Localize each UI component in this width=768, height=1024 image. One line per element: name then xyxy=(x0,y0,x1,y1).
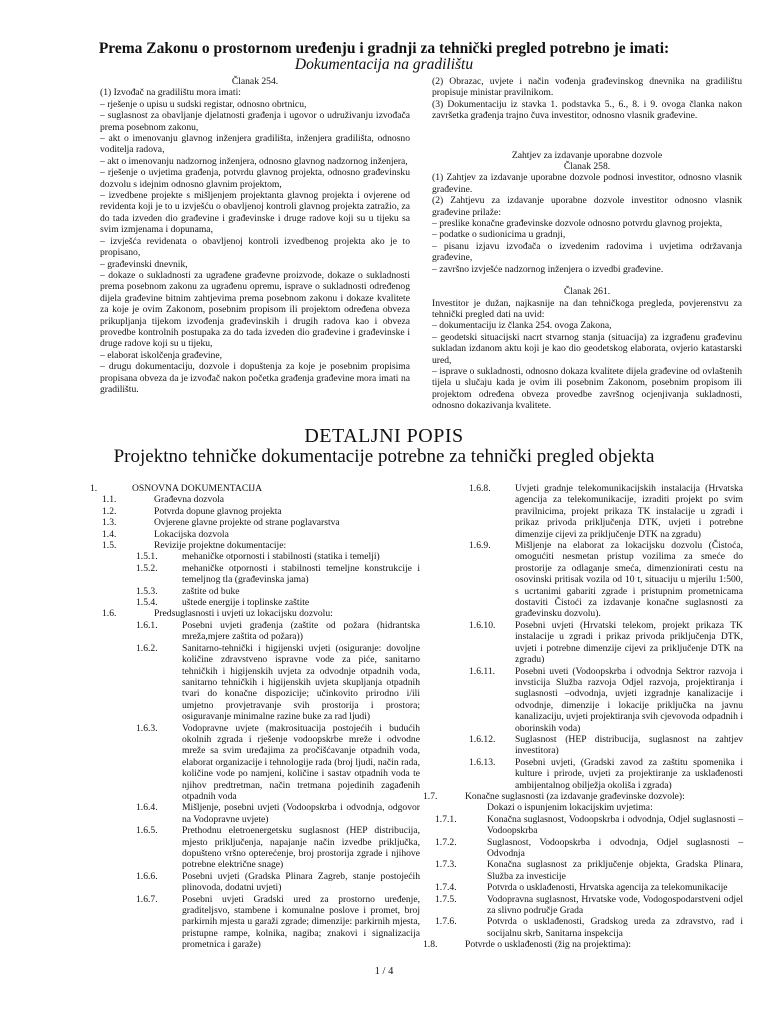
list-item-number: 1.7.3. xyxy=(435,859,457,871)
article-258-item: – preslike konačne građevinske dozvole odnosno potvrdu glavnog projekta, xyxy=(432,218,723,230)
article-254-item: – suglasnost za obavljanje djelatnosti građenja i ugovor o udruživanju izvođača prema posebnom zakonu, xyxy=(100,110,410,133)
list-item-number: 1.6.10. xyxy=(469,619,496,631)
list-item-number: 1.2. xyxy=(102,505,117,517)
page-title: Prema Zakonu o prostornom uređenju i gradnji za tehnički pregled potrebno je imati: xyxy=(98,40,670,57)
spacer xyxy=(432,122,742,150)
article-254-item: – elaborat iskolčenja građevine, xyxy=(100,349,223,361)
list-item xyxy=(90,483,420,494)
list-item-text: Konačne suglasnosti (za izdavanje građevinske dozvole): xyxy=(465,790,685,802)
list-item xyxy=(423,837,743,860)
list-item-text: Lokacijska dozvola xyxy=(154,528,229,540)
list-item-number: 1.8. xyxy=(423,939,438,951)
list-item-number: 1. xyxy=(90,483,98,494)
list-item-text: OSNOVNA DOKUMENTACIJA xyxy=(132,483,263,494)
list-item-text: Ovjerene glavne projekte od strane poglavarstva xyxy=(154,517,340,529)
list-item-text: Suglasnost, Vodoopskrba i odvodnja, Odjel suglasnosti – Odvodnja xyxy=(487,836,743,859)
article-254-item: – rješenje o upisu u sudski registar, odnosno obrtnicu, xyxy=(100,98,307,110)
article-261-item: – dokumentaciju iz članka 254. ovoga Zakona, xyxy=(432,320,612,332)
article-258-item: (2) Zahtjevu za izdavanje uporabne dozvole investitor odnosno vlasnik građevine prilaže: xyxy=(432,195,742,218)
article-254-item: – izvješća revidenata o obavljenoj kontroli izvedbenog projekta ako je to propisano, xyxy=(100,235,410,259)
article-254-item: – izvedbene projekte s mišljenjem projektanta glavnog projekta i ovjerene od revidenta koji je to u izvješću o obavljenoj kontroli glavnog projekta zatražio, za do tada izveden dio građevine i građevinske i druge radove koji su u tijeku sa svim izmjenama i dopunama, xyxy=(100,190,410,236)
article-258-item: – završno izvješće nadzornog inženjera o izvedbi građevine. xyxy=(432,263,664,275)
list-item-text: Posebni uvjeti, (Gradski zavod za zaštitu spomenika i kulture i prirode, uvjeti za projektiranje za usklađenosti ambijentalnog obilježja okoliša i zgrada) xyxy=(515,756,743,791)
list-item-text: Posebni uvjeti Gradski ured za prostorno uređenje, graditeljsvo, stambene i komunalne poslove i promet, broj parkirnih mjesta u garaži zgrade; dimenzije: parkirnih mjesta, pristupne rampe, kolnika, nagiba; znakovi i signalizacija prometnica i garaže) xyxy=(182,893,420,951)
list-item-text: Mišljenje, posebni uvjeti (Vodoopskrba i odvodnja, odgovor na Vodopravne uvjete) xyxy=(182,802,420,825)
detail-list-left xyxy=(90,483,420,951)
list-item-number: 1.5.3. xyxy=(136,585,158,597)
list-item xyxy=(90,643,420,723)
list-item-number: 1.6.1. xyxy=(136,619,158,631)
list-item xyxy=(90,723,420,803)
page-number: 1 / 4 xyxy=(374,966,394,977)
list-item xyxy=(423,540,743,620)
list-item-text: Potvrda o usklađenosti, Hrvatska agencija za telekomunikacije xyxy=(487,882,728,894)
article-254-note: (2) Obrazac, uvjete i način vođenja građevinskog dnevnika na gradilištu propisuje ministar pravilnikom. xyxy=(432,76,742,99)
list-item-number: 1.4. xyxy=(102,528,117,540)
list-item-number: 1.6.9. xyxy=(469,540,491,552)
list-item-number: 1.7.2. xyxy=(435,836,457,848)
list-item-text: Suglasnost (HEP distribucija, suglasnost na zahtjev investitora) xyxy=(515,733,743,757)
list-item-number: 1.7.6. xyxy=(435,916,457,928)
article-261-item: – isprave o sukladnosti, odnosno dokaza kvalitete dijela građevine od ovlaštenih tijela u slučaju kada je ovim ili posebnim Zakonom, posebnim propisom ili projektom određena obveza provedbe završnog ocjenjivanja sukladnosti, odnosno dokazivanja kvalitete. xyxy=(432,365,742,412)
list-item-number: 1.3. xyxy=(102,517,117,529)
section-title: DETALJNI POPIS xyxy=(304,425,464,447)
list-item-number: 1.6.6. xyxy=(136,870,158,882)
list-item-text: mehaničke otpornosti i stabilnosti temeljne konstrukcije i temeljnog tla (građevinska jama) xyxy=(182,562,420,586)
list-item-text: Potvrde o usklađenosti (žig na projektima): xyxy=(465,939,631,951)
list-item xyxy=(423,894,743,917)
list-item xyxy=(90,894,420,951)
list-item xyxy=(423,666,743,734)
list-item xyxy=(90,517,420,528)
list-item-number: 1.6.12. xyxy=(469,733,496,745)
page-subtitle: Dokumentacija na gradilištu xyxy=(294,56,474,73)
list-item-text: Uvjeti gradnje telekomunikacijskih instalacija (Hrvatska agencija za telekomunikacije, izraditi projekt po svim pravilnicima, projekt prikaza TK instalacije u zgradi i prikaz privoda priključenja DTK, uvjeti i potrebne dimenzije cijevi za priključenje DTK na zgradu) xyxy=(515,483,743,540)
list-item-text: Posebni uveti (Vodoopskrba i odvodnja Sektror razvoja i invsticija Služba razvoja Odjel razvoja, projektiranja i suglasnosti –odvodnja, uvjeti izgradnje kanalizacije i odvodnje, dimenzije i lokacije priključka na javnu kanalizaciju, uvjeti projektiranja svih cjevovoda odpadnih i oborinskih voda) xyxy=(515,665,743,734)
article-254-item: – akt o imenovanju nadzornog inženjera, odnosno glavnog nadzornog inženjera, xyxy=(100,155,408,167)
list-item-text: Predsuglasnosti i uvjeti uz lokacijsku dozvolu: xyxy=(154,608,333,620)
list-item-number: 1.7.1. xyxy=(435,813,457,825)
list-item-number xyxy=(423,802,487,813)
list-item xyxy=(90,597,420,608)
request-title: Zahtjev za izdavanje uporabne dozvole xyxy=(511,149,663,161)
article-261-item: Investitor je dužan, najkasnije na dan tehničkoga pregleda, povjerenstvu za tehnički pregled dati na uvid: xyxy=(432,297,742,320)
list-item-text: Potvrda o usklađenosti, Gradskog ureda za zdravstvo, rad i socijalnu skrb, Sanitarna inspekcija xyxy=(487,916,743,939)
list-item xyxy=(423,757,743,791)
list-item-text: Posebni uvjeti (Hrvatski telekom, projekt prikaza TK instalacije u zgradi i prikaz privoda priključenja DTK, uvjeti i potrebne dimenzije cijevi za priključenje DTK na zgradu) xyxy=(515,619,743,666)
list-item xyxy=(90,494,420,505)
list-item xyxy=(90,506,420,517)
list-item-number: 1.6. xyxy=(102,608,117,620)
list-item-number: 1.5. xyxy=(102,540,117,552)
list-item xyxy=(90,825,420,871)
article-254-note: (3) Dokumentaciju iz stavka 1. podstavka 5., 6., 8. i 9. ovoga članka nakon završetka građenja trajno čuva investitor, odnosno vlasnik građevine. xyxy=(432,98,742,122)
list-item-number: 1.1. xyxy=(102,494,117,506)
list-item-text: zaštite od buke xyxy=(182,585,240,597)
list-item xyxy=(423,483,743,540)
list-item-text: Revizije projektne dokumentacije: xyxy=(154,540,287,552)
list-item-text: Vodopravna suglasnost, Hrvatske vode, Vodogospodarstveni odjel za slivno područje Grada xyxy=(487,893,743,917)
list-item-text: Posebni uvjeti građenja (zaštite od požara (hidrantska mreža,mjere zaštita od požara)) xyxy=(182,619,420,643)
list-item-text: Prethodnu eletroenergetsku suglasnost (HEP distribucija, mjesto priključenja, napajanje način izvedbe priključka, dopušteno vršno opterećenje, broj prostorija zgrade i njihove potrebne električne snage) xyxy=(182,825,420,871)
list-item-text: Vodopravne uvjete (makrosituacija postojećih i budućih okolnih zgrada i rješenje vodoopskrbe mreže i odvodne mreže sa svim uređajima za pročišćavanje otpadnih voda, elaborat organizacije i tehnologije rada (broj ljudi, način rada, količine vode po namjeni, količine i sastav otpadnih voda te njihov predtretman, način tretmana pojedinih zagađenih otpadnih voda xyxy=(182,722,420,802)
list-item xyxy=(423,734,743,757)
list-item xyxy=(423,916,743,939)
article-254-item: – dokaze o sukladnosti za ugrađene građevne proizvode, dokaze o sukladnosti prema posebnom zakonu za ugrađenu opremu, isprave o sukladnosti određenog dijela građevine bitnim zahtjevima prema posebnom zakonu i dokaze kvalitete za koje je ovim Zakonom, posebnim propisom ili projektom određena obveza prikupljanja tijekom izvođenja građevinskih i drugih radova kao i obveza provedbe kontrolnih postupaka za do tada izveden dio građevine i građevinske i druge radove koji su u tijeku, xyxy=(100,269,410,350)
left-column xyxy=(100,76,410,395)
list-item-number: 1.6.5. xyxy=(136,825,158,837)
list-item xyxy=(90,608,420,619)
spacer xyxy=(432,275,742,286)
list-item-number: 1.6.3. xyxy=(136,722,158,734)
list-item-text: Mišljenje na elaborat za lokacijsku dozvolu (Čistoća, omogućiti nesmetan pristup vozilima za smeće do prostorije za odlaganje smeća, dimenzionirati cestu na osovinski pritisak vozila od 10 t, situaciju u mjerilu 1:500, s ucrtanimi gabariti zgrade i pristupnim prometnicama dostaviti Čistoći za izdavanje konačne suglasnosti za građevinsku dozvolu). xyxy=(515,540,743,620)
list-item xyxy=(90,551,420,562)
section-subtitle: Projektno tehničke dokumentacije potrebne za tehnički pregled objekta xyxy=(113,446,655,467)
list-item-number: 1.6.13. xyxy=(469,756,496,768)
list-item xyxy=(90,540,420,551)
article-254-item: – građevinski dnevnik, xyxy=(100,258,188,270)
article-258-item: – podatke o sudionicima u gradnji, xyxy=(432,229,566,241)
list-item xyxy=(90,871,420,894)
article-258-item: – pisanu izjavu izvođača o izvedenim radovima i uvjetima održavanja građevine, xyxy=(432,240,742,264)
list-item xyxy=(90,529,420,540)
list-item-number: 1.6.8. xyxy=(469,483,491,494)
list-item xyxy=(90,802,420,825)
list-item-number: 1.6.7. xyxy=(136,893,158,905)
list-item xyxy=(423,802,743,813)
list-item-number: 1.5.1. xyxy=(136,551,158,563)
list-item xyxy=(423,814,743,837)
detail-list-right xyxy=(423,483,743,951)
article-258-item: (1) Zahtjev za izdavanje uporabne dozvole podnosi investitor, odnosno vlasnik građevine. xyxy=(432,172,742,195)
list-item-text: Konačna suglasnost za priključenje objekta, Gradska Plinara, Služba za investicije xyxy=(487,859,743,882)
list-item-text: uštede energije i toplinske zaštite xyxy=(182,597,310,609)
list-item-number: 1.6.2. xyxy=(136,642,158,654)
article-254-item: – rješenje o uvjetima građenja, potvrdu glavnog projekta, odnosno građevinsku dozvolu s idejnim odnosno glavnim projektom, xyxy=(100,167,410,190)
list-item-number: 1.6.4. xyxy=(136,802,158,814)
list-item-text: Dokazi o ispunjenim lokacijskim uvjetima: xyxy=(487,802,653,814)
article-heading: Članak 261. xyxy=(563,286,611,298)
list-item-text: Posebni uvjeti (Gradska Plinara Zagreb, stanje postojećih plinovoda, dodatni uvjeti) xyxy=(182,870,420,894)
list-item-number: 1.7. xyxy=(423,790,438,802)
article-254-item: (1) Izvođač na gradilištu mora imati: xyxy=(100,87,241,99)
article-254-item: – akt o imenovanju glavnog inženjera gradilišta, inženjera gradilišta, odnosno voditelja radova, xyxy=(100,133,410,156)
list-item-number: 1.5.2. xyxy=(136,562,158,574)
list-item xyxy=(90,586,420,597)
right-column xyxy=(432,76,742,412)
list-item-number: 1.6.11. xyxy=(469,665,496,677)
list-item-text: Konačna suglasnost, Vodoopskrba i odvodnja, Odjel suglasnosti – Vodoopskrba xyxy=(487,813,743,837)
list-item-text: Potvrda dopune glavnog projekta xyxy=(154,505,282,517)
list-item-text: Sanitarno-tehnički i higijenski uvjeti (osiguranje: dovoljne količine zdravstveno ispravne vode za piće, sanitarno tehničkih i higijenskih uvjeta za odvodnje otpadnih voda, sanitarno tehničkih i higijenskih uvjeta skupljanja otpadnih tvari do konačne dispozicije; učinkovito prirodno i/ili umjetno provjetravanje svih prostorija i prostora; osiguravanje minimalne razine buke za rad ljudi) xyxy=(182,642,420,723)
list-item-number: 1.7.5. xyxy=(435,893,457,905)
list-item xyxy=(423,791,743,802)
article-heading: Članak 258. xyxy=(563,161,611,173)
list-item xyxy=(90,620,420,643)
article-254-item: – drugu dokumentaciju, dozvole i dopuštenja za koje je posebnim propisima propisana obveza da je izvođač nakon početka građenja građevine mora imati na gradilištu. xyxy=(100,361,410,395)
list-item-text: mehaničke otpornosti i stabilnosti (statika i temelji) xyxy=(182,551,380,563)
list-item-number: 1.5.4. xyxy=(136,597,158,609)
list-item xyxy=(423,882,743,893)
list-item xyxy=(423,939,743,950)
list-item xyxy=(423,859,743,882)
list-item-number: 1.7.4. xyxy=(435,882,457,894)
article-heading: Članak 254. xyxy=(231,76,279,87)
article-261-item: – geodetski situacijski nacrt stvarnog stanja (situacija) za izgrađenu građevinu sukladan izdanom aktu koji je kao dio geodetskog elaborata, ovjerio katastarski ured, xyxy=(432,331,742,366)
list-item xyxy=(423,620,743,666)
list-item-text: Građevna dozvola xyxy=(154,494,225,506)
list-item xyxy=(90,563,420,586)
